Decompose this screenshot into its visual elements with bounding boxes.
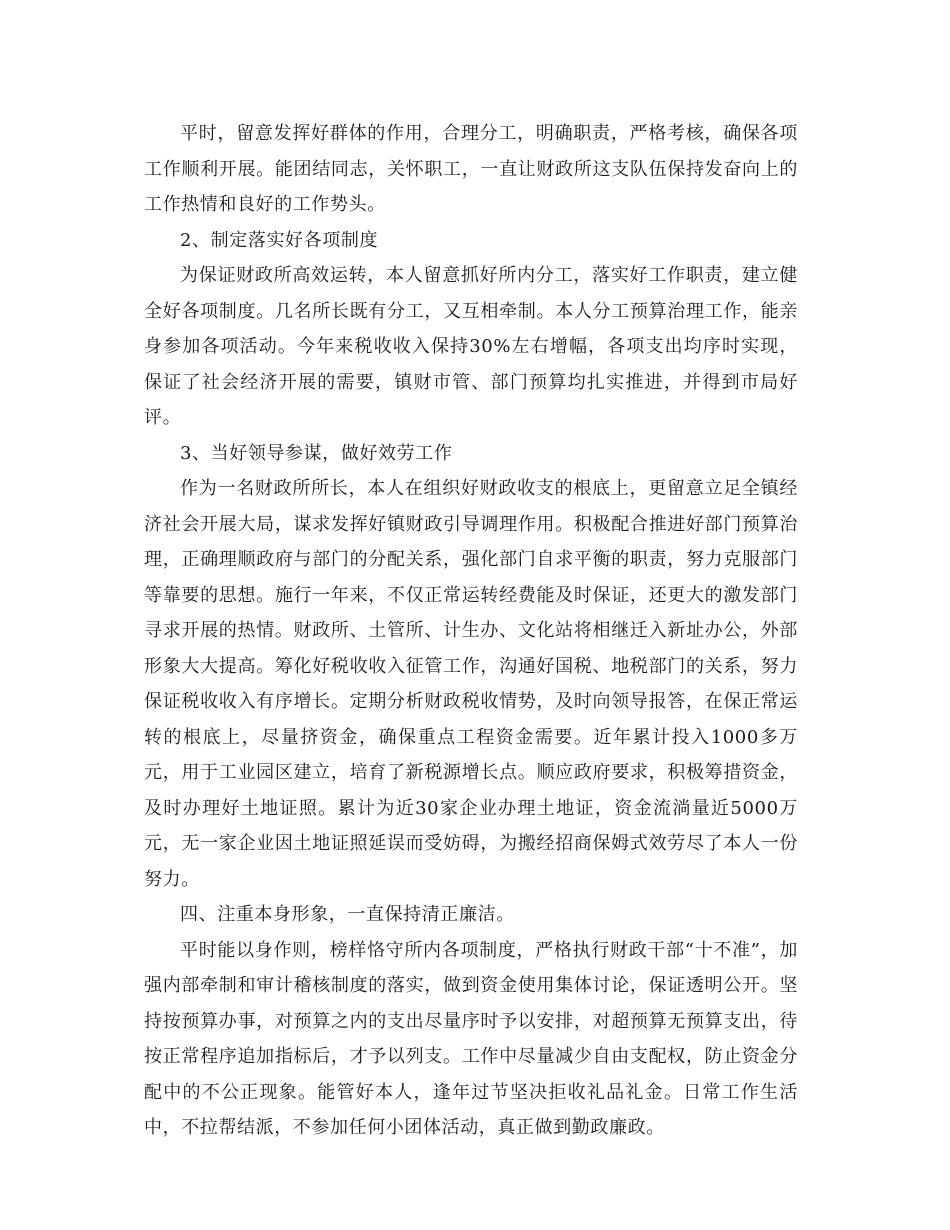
paragraph-team-work: 平时，留意发挥好群体的作用，合理分工，明确职责，严格考核，确保各项工作顺利开展。能团结同志，关怀职工，一直让财政所这支队伍保持发奋向上的工作热情和良好的工作势头。 — [144, 123, 798, 215]
section-heading-system: 2、制定落实好各项制度 — [180, 229, 379, 251]
paragraph-system: 为保证财政所高效运转，本人留意抓好所内分工，落实好工作职责，建立健全好各项制度。几名所长既有分工，又互相牵制。本人分工预算治理工作，能亲身参加各项活动。今年来税收收入保持30%左右增幅，各项支出均序时实现，保证了社会经济开展的需要，镇财市管、部门预算均扎实推进，并得到市局好评。 — [144, 265, 798, 428]
paragraph-integrity: 平时能以身作则，榜样恪守所内各项制度，严格执行财政干部“十不准”，加强内部牵制和审计稽核制度的落实，做到资金使用集体讨论，保证透明公开。坚持按预算办事，对预算之内的支出尽量序时予以安排，对超预算无预算支出，待按正常程序追加指标后，才予以列支。工作中尽量减少自由支配权，防止资金分配中的不公正现象。能管好本人，逢年过节坚决拒收礼品礼金。日常工作生活中，不拉帮结派，不参加任何小团体活动，真正做到勤政廉政。 — [144, 939, 798, 1138]
document-body — [144, 116, 798, 1146]
paragraph-advisor: 作为一名财政所所长，本人在组织好财政收支的根底上，更留意立足全镇经济社会开展大局，谋求发挥好镇财政引导调理作用。积极配合推进好部门预算治理，正确理顺政府与部门的分配关系，强化部门自求平衡的职责，努力克服部门等靠要的思想。施行一年来，不仅正常运转经费能及时保证，还更大的激发部门寻求开展的热情。财政所、土管所、计生办、文化站将相继迁入新址办公，外部形象大大提高。筹化好税收收入征管工作，沟通好国税、地税部门的关系，努力保证税收收入有序增长。定期分析财政税收情势，及时向领导报答，在保正常运转的根底上，尽量挤资金，确保重点工程资金需要。近年累计投入1000多万元，用于工业园区建立，培育了新税源增长点。顺应政府要求，积极筹措资金，及时办理好土地证照。累计为近30家企业办理土地证，资金流淌量近5000万元，无一家企业因土地证照延误而受妨碍，为搬经招商保姆式效劳尽了本人一份努力。 — [144, 478, 798, 890]
section-heading-advisor: 3、当好领导参谋，做好效劳工作 — [180, 442, 453, 464]
section-heading-integrity: 四、注重本身形象，一直保持清正廉洁。 — [180, 904, 515, 925]
